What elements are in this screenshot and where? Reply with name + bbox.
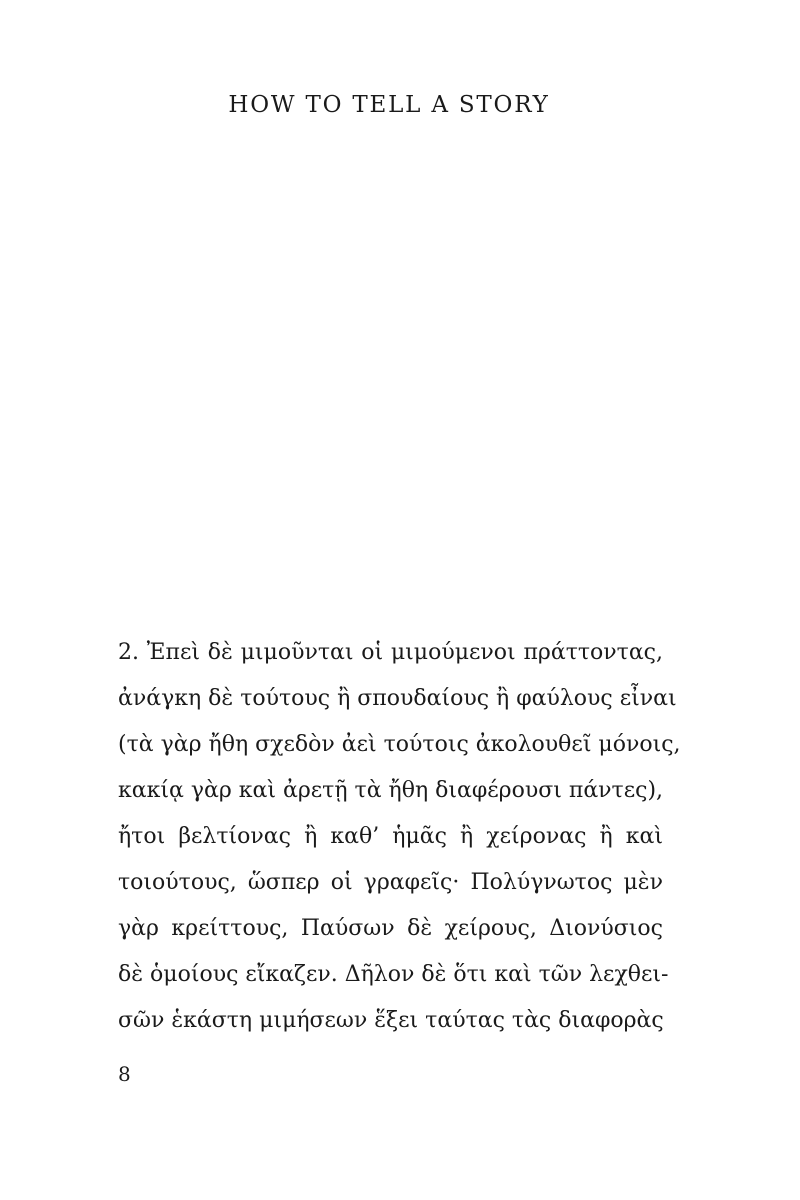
text-line-4: κακίᾳ γὰρ καὶ ἀρετῇ τὰ ἤθη διαφέρουσι πάντες), (118, 778, 664, 803)
text-line-2: ἀνάγκη δὲ τούτους ἢ σπουδαίους ἢ φαύλους εἶναι (118, 686, 677, 711)
body-text (118, 630, 681, 1044)
text-line-3: (τὰ γὰρ ἤθη σχεδὸν ἀεὶ τούτοις ἀκολουθεῖ μόνοις, (118, 732, 681, 757)
text-line-7: γὰρ κρείττους, Παύσων δὲ χείρους, Διονύσιος (118, 916, 663, 941)
text-line-1: 2. Ἐπεὶ δὲ μιμοῦνται οἱ μιμούμενοι πράττοντας, (118, 640, 663, 665)
text-line-6: τοιούτους, ὥσπερ οἱ γραφεῖς· Πολύγνωτος μὲν (118, 870, 663, 895)
running-head: HOW TO TELL A STORY (228, 92, 550, 118)
page-number: 8 (118, 1062, 131, 1086)
text-line-9: σῶν ἑκάστη μιμήσεων ἕξει ταύτας τὰς διαφορὰς (118, 1008, 664, 1033)
text-line-8: δὲ ὁμοίους εἴκαζεν. Δῆλον δὲ ὅτι καὶ τῶν λεχθει- (118, 962, 669, 987)
text-line-5: ἤτοι βελτίονας ἢ καθ’ ἡμᾶς ἢ χείρονας ἢ καὶ (118, 824, 663, 849)
